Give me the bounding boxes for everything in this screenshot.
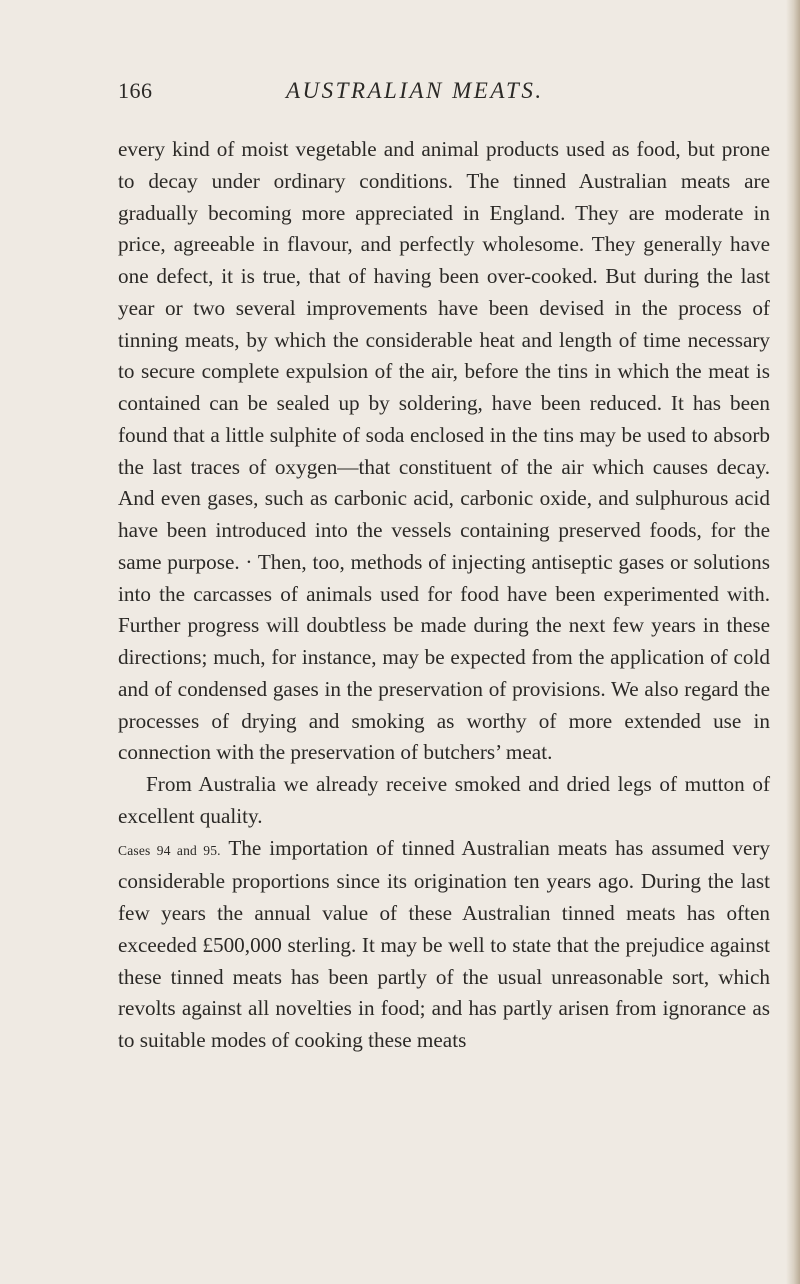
paragraph-3: The importation of tinned Australian meats has assumed very considerable proportions since its origination ten years ago. During the last few years the annual value of these Australian tinned meats has often exceeded £500,000 sterling. It may be well to state that the prejudice against these tinned meats has been partly of the usual unreasonable sort, which revolts against all novelties in food; and has partly arisen from ignorance as to suitable modes of cooking these meats — [118, 835, 770, 1052]
margin-note: Cases 94 and 95. — [118, 842, 221, 858]
page-edge-shadow — [786, 0, 800, 1284]
page-number: 166 — [118, 78, 153, 103]
body-text — [118, 134, 770, 1057]
running-head: AUSTRALIAN MEATS. — [286, 78, 544, 103]
page-header — [118, 78, 770, 110]
paragraph-1: every kind of moist vegetable and animal products used as food, but prone to decay under ordinary conditions. The tinned Australian meats are gradually becoming more appreciated in England. They are moderate in price, agreeable in flavour, and perfectly wholesome. They generally have one defect, it is true, that of having been over-cooked. But during the last year or two several improvements have been devised in the process of tinning meats, by which the considerable heat and length of time necessary to secure complete expulsion of the air, before the tins in which the meat is contained can be sealed up by soldering, have been reduced. It has been found that a little sulphite of soda enclosed in the tins may be used to absorb the last traces of oxygen—that constituent of the air which causes decay. And even gases, such as carbonic acid, carbonic oxide, and sulphurous acid have been introduced into the vessels containing preserved foods, for the same purpose. · Then, too, methods of injecting antiseptic gases or solutions into the carcasses of animals used for food have been experimented with. Further progress will doubtless be made during the next few years in these directions; much, for instance, may be expected from the application of cold and of condensed gases in the preservation of provisions. We also regard the processes of drying and smoking as worthy of more extended use in connection with the preservation of butchers’ meat. — [118, 137, 770, 765]
paragraph-2: From Australia we already receive smoked and dried legs of mutton of excellent quality. — [118, 772, 770, 828]
paragraph-3-container — [118, 833, 770, 1057]
